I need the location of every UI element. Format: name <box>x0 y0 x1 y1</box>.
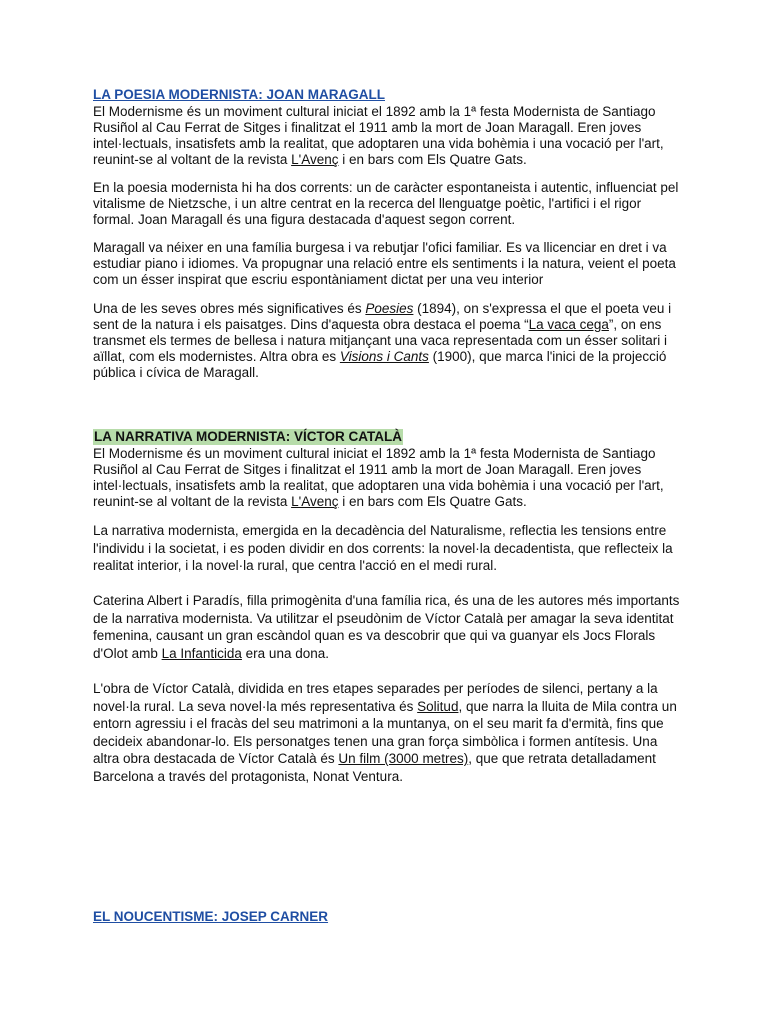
text-run: Caterina Albert i Paradís, filla primogènita d'una família rica, és una de les autores més importants de la narrativa modernista. Va utilitzar el pseudònim de Víctor Català per amagar la seva identitat femenina, causant un gran escàndol quan es va descobrir que qui va guanyar els Jocs Florals d'Olot amb <box>93 593 680 661</box>
paragraph-narrativa-corrents: La narrativa modernista, emergida en la decadència del Naturalisme, reflectia les tensions entre l'individu i la societat, i es poden dividir en dos corrents: la novel·la decadentista, que reflecteix la realitat interior, i la novel·la rural, que centra l'acció en el medi rural. <box>93 523 673 573</box>
paragraph-modernisme-intro-2 <box>93 446 683 510</box>
paragraph-victor-catala-obra <box>93 680 683 785</box>
work-title-solitud[interactable]: Solitud <box>417 698 459 714</box>
paragraph-maragall-bio: Maragall va néixer en una família burgesa i va rebutjar l'ofici familiar. Es va llicenciar en dret i va estudiar piano i idiomes. Va propugnar una relació entre els sentiments i la natura, veient el poeta com un ésser inspirat que escriu espontàniament dictat per una veu interior <box>93 240 676 287</box>
section-heading-noucentisme[interactable]: EL NOUCENTISME: JOSEP CARNER <box>93 909 329 924</box>
text-run: (1894), on s'expressa el que el poeta veu i sent de la natura i els paisatges. Dins d'aquesta obra destaca el poema “ <box>93 301 672 332</box>
text-run: i en bars com Els Quatre Gats. <box>338 494 527 509</box>
lavenc-link[interactable]: L'Avenç <box>291 152 339 167</box>
text-run: Una de les seves obres més significatives és <box>93 301 366 316</box>
paragraph-modernisme-intro-1 <box>93 104 683 168</box>
work-title-la-vaca-cega[interactable]: La vaca cega <box>528 317 609 332</box>
work-title-un-film[interactable]: Un film (3000 metres) <box>338 751 469 766</box>
paragraph-maragall-obres <box>93 301 683 381</box>
paragraph-caterina-albert <box>93 592 683 662</box>
text-run: L'obra de Víctor Català, dividida en tres etapes separades per períodes de silenci, pertany a la novel·la rural. La seva novel·la més representativa és <box>93 681 658 714</box>
text-run: , que que retrata detalladament Barcelona a través del protagonista, Nonat Ventura. <box>93 751 656 784</box>
text-run: ”, on ens transmet els termes de bellesa i natura mitjançant una vaca representada com un ésser solitari i aïllat, com els modernistes. Altra obra es <box>93 317 668 364</box>
text-run: , que narra la lluita de Mila contra un entorn agressiu i el fracàs del seu matrimoni a la muntanya, on el seu marit fa d'ermità, fins que decideix abandonar-lo. Els personatges tenen una gran força simbòlica i formen antítesis. Una altra obra destacada de Víctor Català és <box>93 698 677 766</box>
text-run: (1900), que marca l'inici de la projecció pública i cívica de Maragall. <box>93 349 667 380</box>
text-run: El Modernisme és un moviment cultural iniciat el 1892 amb la 1ª festa Modernista de Santiago Rusiñol al Cau Ferrat de Sitges i finalitzat el 1911 amb la mort de Joan Maragall. Eren joves intel·lectuals, insatisfets amb la realitat, que adoptaren una vida bohèmia i una vocació per l'art, reunint-se al voltant de la revista <box>93 446 664 509</box>
work-title-la-infanticida[interactable]: La Infanticida <box>161 645 242 661</box>
paragraph-poesia-corrents: En la poesia modernista hi ha dos corrents: un de caràcter espontaneista i autentic, influenciat pel vitalisme de Nietzsche, i un altre centrat en la recerca del llenguatge poètic, l'artifici i el rigor formal. Joan Maragall és una figura destacada d'aquest segon corrent. <box>93 180 679 227</box>
work-title-poesies[interactable]: Poesies <box>365 301 414 316</box>
text-run: i en bars com Els Quatre Gats. <box>338 152 527 167</box>
section-heading-poesia[interactable]: LA POESIA MODERNISTA: JOAN MARAGALL <box>93 87 385 102</box>
section-heading-narrativa: LA NARRATIVA MODERNISTA: VÍCTOR CATALÀ <box>94 429 402 444</box>
lavenc-link[interactable]: L'Avenç <box>291 494 339 509</box>
text-run: El Modernisme és un moviment cultural iniciat el 1892 amb la 1ª festa Modernista de Santiago Rusiñol al Cau Ferrat de Sitges i finalitzat el 1911 amb la mort de Joan Maragall. Eren joves intel·lectuals, insatisfets amb la realitat, que adoptaren una vida bohèmia i una vocació per l'art, reunint-se al voltant de la revista <box>93 104 664 167</box>
text-run: era una dona. <box>241 645 329 661</box>
work-title-visions-i-cants[interactable]: Visions i Cants <box>339 349 429 364</box>
